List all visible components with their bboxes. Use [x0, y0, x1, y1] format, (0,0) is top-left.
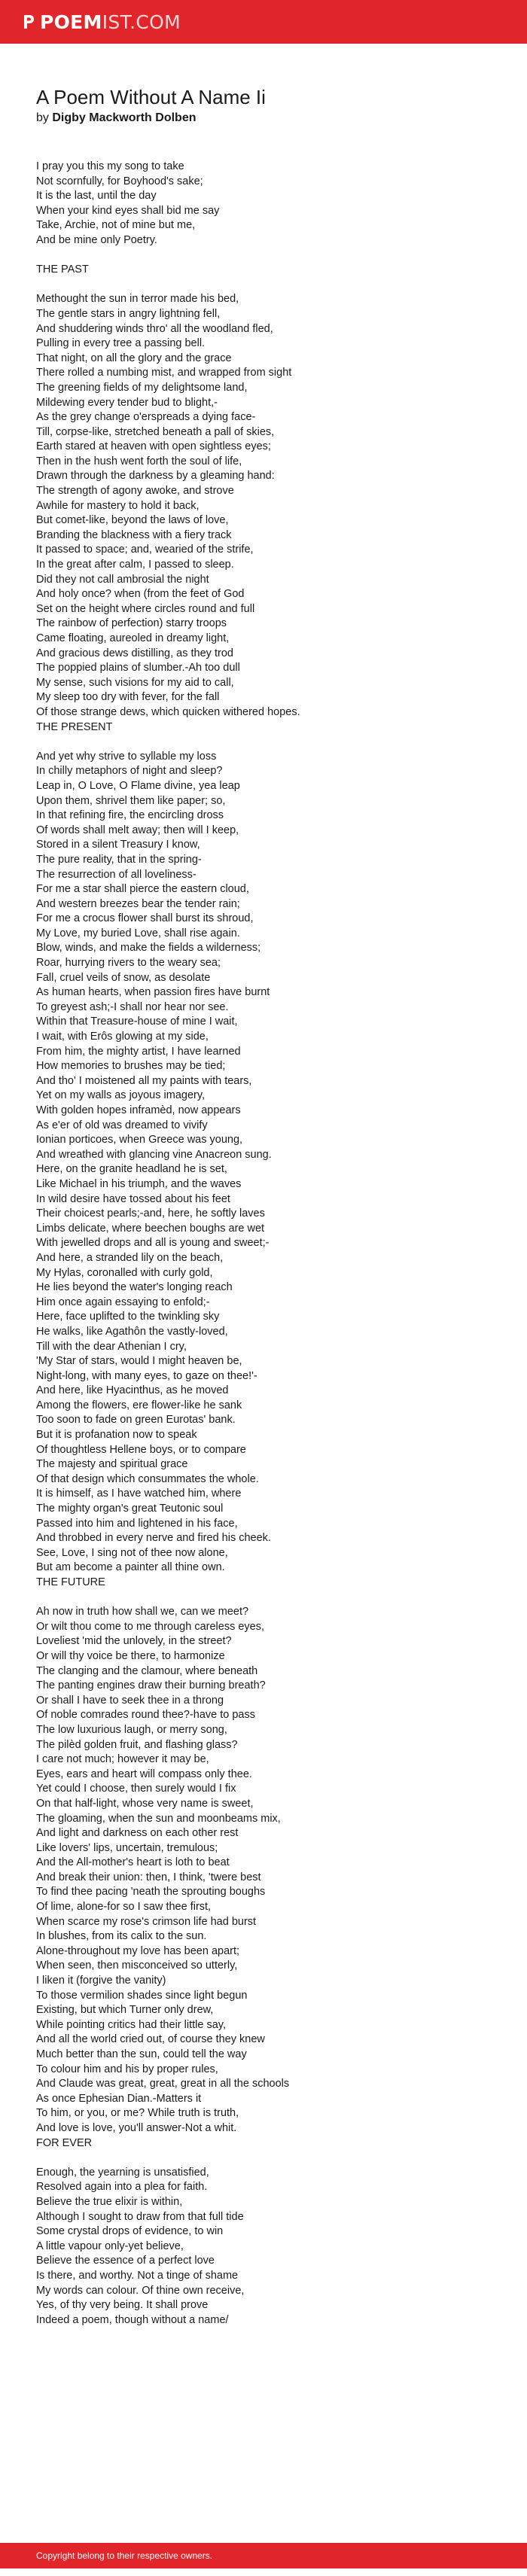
copyright-text: Copyright belong to their respective owners.	[36, 2550, 213, 2561]
by-prefix: by	[36, 111, 49, 124]
poem-article	[0, 44, 527, 2576]
site-footer	[0, 2543, 527, 2568]
poem-body: I pray you this my song to take Not scornfully, for Boyhood's sake; It is the last, until the day When your kind eyes shall bid me say Take, Archie, not of mine but me, And be mine only Poetry. THE PAST Methought the sun in terror made his bed, The gentle stars in angry lightning fell, And shuddering winds thro' all the woodland fled, Pulling in every tree a passing bell. That night, on all the glory and the grace There rolled a numbing mist, and wrapped from sight The greening fields of my delightsome land, Mildewing every tender bud to blight,- As the grey change o'erspreads a dying face- Till, corpse-like, stretched beneath a pall of skies, Earth stared at heaven with open sightless eyes; Then in the hush went forth the soul of life, Drawn through the darkness by a gleaming hand: The strength of agony awoke, and strove Awhile for mastery to hold it back, But comet-like, beyond the laws of love, Branding the blackness with a fiery track It passed to space; and, wearied of the strife, In the great after calm, I passed to sleep. Did they not call ambrosial the night And holy once? when (from the feet of God Set on the height where circles round and full The rainbow of perfection) starry troops Came floating, aureoled in dreamy light, And gracious dews distilling, as they trod The poppied plains of slumber.-Ah too dull My sense, such visions for my aid to call, My sleep too dry with fever, for the fall Of those strange dews, which quicken withered hopes. THE PRESENT And yet why strive to syllable my loss In chilly metaphors of night and sleep? Leap in, O Love, O Flame divine, yea leap Upon them, shrivel them like paper; so, In that refining fire, the encircling dross Of words shall melt away; then will I keep, Stored in a silent Treasury I know, The pure reality, that in the spring- The resurrection of all loveliness- For me a star shall pierce the eastern cloud, And western breezes bear the tender rain; For me a crocus flower shall burst its shroud, My Love, my buried Love, shall rise again. Blow, winds, and make the fields a wilderness; Roar, hurrying rivers to the weary sea; Fall, cruel veils of snow, as desolate As human hearts, when passion fires have burnt To greyest ash;-I shall nor hear nor see. Within that Treasure-house of mine I wait, I wait, with Erôs glowing at my side, From him, the mighty artist, I have learned How memories to brushes may be tied; And tho' I moistened all my paints with tears, Yet on my walls as joyous imagery, With golden hopes inframèd, now appears As e'er of old was dreamed to vivify Ionian porticoes, when Greece was young, And wreathed with glancing vine Anacreon sung. Here, on the granite headland he is set, Like Michael in his triumph, and the waves In wild desire have tossed about his feet Their choicest pearls;-and, here, he softly laves Limbs delicate, where beechen boughs are wet With jewelled drops and all is young and sweet;- And here, a stranded lily on the beach, My Hylas, coronalled with curly gold, He lies beyond the water's longing reach Him once again essaying to enfold;- Here, face uplifted to the twinkling sky He walks, like Agathôn the vastly-loved, Till with the dear Athenian I cry, 'My Star of stars, would I might heaven be, Night-long, with many eyes, to gaze on thee!'- And here, like Hyacinthus, as he moved Among the flowers, ere flower-like he sank Too soon to fade on green Eurotas' bank. But it is profanation now to speak Of thoughtless Hellene boys, or to compare The majesty and spiritual grace Of that design which consummates the whole. It is himself, as I have watched him, where The mighty organ's great Teutonic soul Passed into him and lightened in his face, And throbbed in every nerve and fired his cheek. See, Love, I sing not of thee now alone, But am become a painter all thine own. THE FUTURE Ah now in truth how shall we, can we meet? Or wilt thou come to me through careless eyes, Loveliest 'mid the unlovely, in the street? Or will thy voice be there, to harmonize The clanging and the clamour, where beneath The panting engines draw their burning breath? Or shall I have to seek thee in a throng Of noble comrades round thee?-have to pass The low luxurious laugh, or merry song, The pilèd golden fruit, and flashing glass? I care not much; however it may be, Eyes, ears and heart will compass only thee. Yet could I choose, then surely would I fix On that half-light, whose very name is sweet, The gloaming, when the sun and moonbeams mix, And light and darkness on each other rest Like lovers' lips, uncertain, tremulous; And the All-mother's heart is loth to beat And break their union: then, I think, 'twere best To find thee pacing 'neath the sprouting boughs Of lime, alone-for so I saw thee first, When scarce my rose's crimson life had burst In blushes, from its calix to the sun. Alone-throughout my love has been apart; When seen, then misconceived so utterly, I liken it (forgive the vanity) To those vermilion shades since light begun Existing, but which Turner only drew, While pointing critics had their little say, And all the world cried out, of course they knew Much better than the sun, could tell the way To colour him and his by proper rules, And Claude was great, great, great in all the schools As once Ephesian Dian.-Matters it To him, or you, or me? While truth is truth, And love is love, you'll answer-Not a whit. FOR EVER Enough, the yearning is unsatisfied, Resolved again into a plea for faith. Believe the true elixir is within, Although I sought to draw from that full tide Some crystal drops of evidence, to win A little vapour only-yet believe, Believe the essence of a perfect love Is there, and worthy. Not a tinge of shame My words can colour. Of thine own receive, Yes, of thy very being. It shall prove Indeed a poem, though without a name/	[36, 160, 300, 2326]
logo-text-bold: POEM	[40, 11, 102, 33]
logo-text-light: IST.COM	[102, 11, 181, 33]
poem-byline	[36, 110, 527, 126]
site-header	[0, 0, 527, 44]
author-link[interactable]: Digby Mackworth Dolben	[52, 111, 196, 124]
site-logo[interactable]	[23, 11, 181, 33]
poem-title: A Poem Without A Name Ii	[36, 86, 266, 108]
poemist-p-icon	[23, 14, 35, 29]
